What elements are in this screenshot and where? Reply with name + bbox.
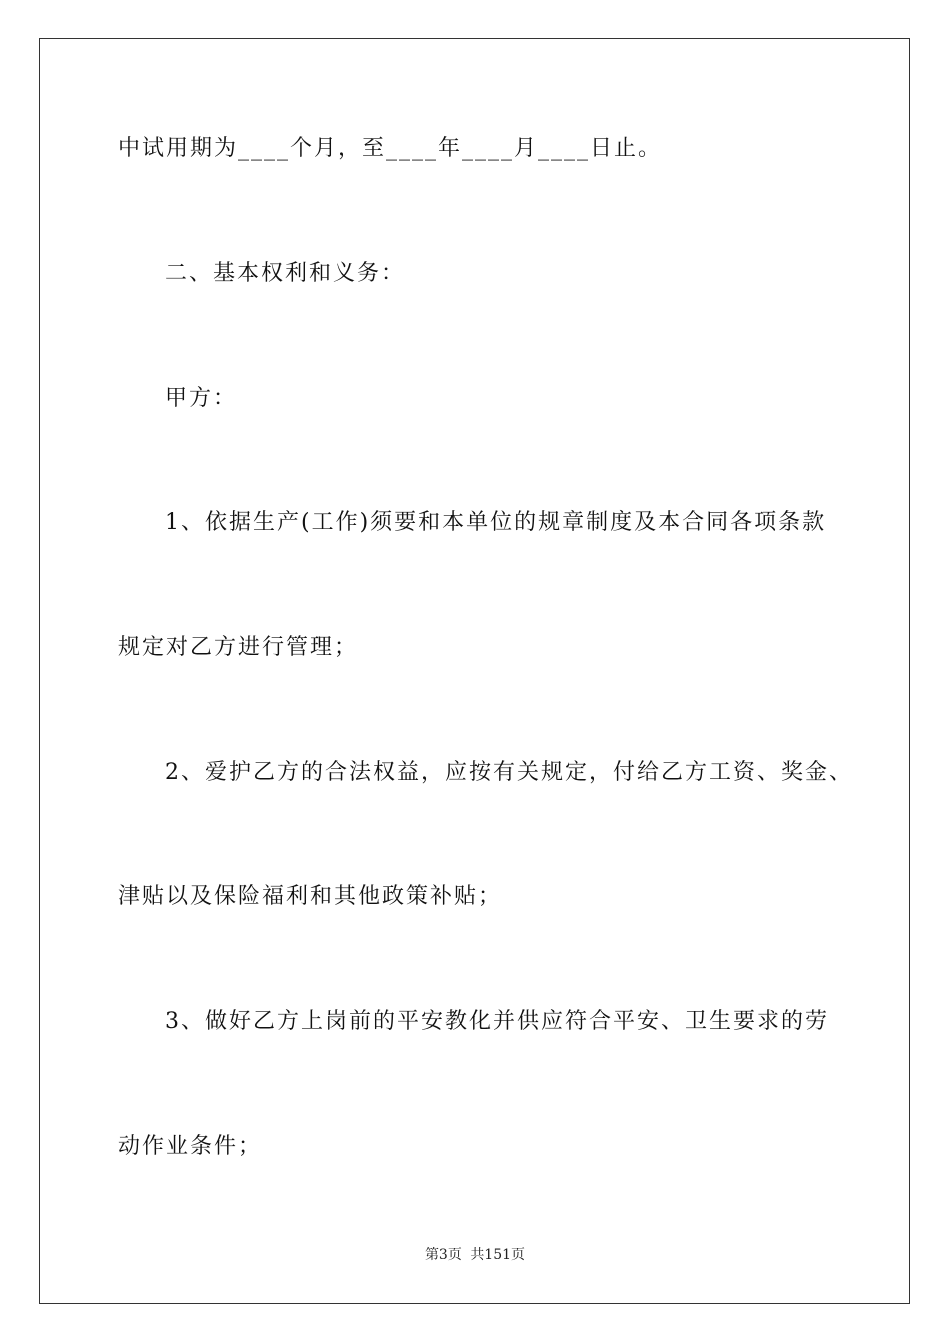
clause-2-line-1: 2、爱护乙方的合法权益，应按有关规定，付给乙方工资、奖金、	[165, 760, 853, 785]
section-heading-rights: 二、基本权利和义务：	[165, 261, 406, 286]
page-border	[39, 38, 910, 1304]
text-line-1: 中试用期为____个月，至____年____月____日止。	[118, 136, 663, 161]
clause-3-line-2: 动作业条件；	[118, 1134, 263, 1159]
clause-2-line-2: 津贴以及保险福利和其他政策补贴；	[118, 884, 503, 909]
clause-1-line-1: 1、依据生产(工作)须要和本单位的规章制度及本合同各项条款	[165, 510, 827, 535]
party-a-heading: 甲方：	[165, 386, 238, 411]
page-number: 第3页	[424, 1247, 462, 1263]
clause-1-line-2: 规定对乙方进行管理；	[118, 635, 359, 660]
page-total: 共151页	[470, 1247, 526, 1263]
page-footer	[0, 1246, 950, 1264]
clause-3-line-1: 3、做好乙方上岗前的平安教化并供应符合平安、卫生要求的劳	[165, 1009, 829, 1034]
